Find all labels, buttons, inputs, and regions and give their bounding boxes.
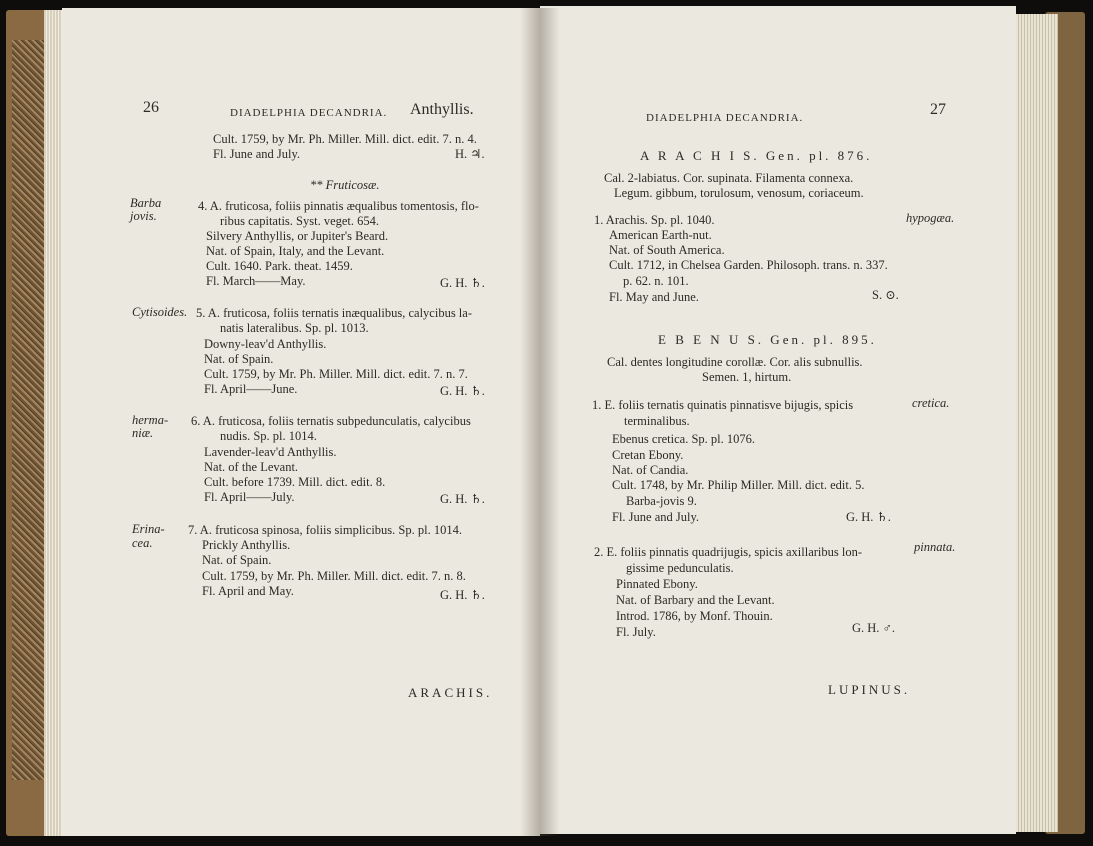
text-line: 7. A. fruticosa spinosa, foliis simplicibus. Sp. pl. 1014.: [188, 523, 462, 537]
text-line: G. H. ♂.: [852, 621, 896, 635]
text-line: Nat. of the Levant.: [204, 460, 299, 474]
text-line: G. H. ♄.: [440, 588, 485, 602]
text-line: Fl. April——July.: [204, 490, 295, 504]
margin-name: niæ.: [132, 426, 154, 440]
text-line: nudis. Sp. pl. 1014.: [220, 429, 317, 443]
text-line: Fl. May and June.: [609, 290, 699, 304]
text-line: Fl. June and July.: [213, 147, 301, 161]
text-line: Nat. of Barbary and the Levant.: [616, 593, 775, 607]
page-edges-right: [1010, 14, 1058, 832]
section-heading: ** Fruticosæ.: [310, 178, 380, 192]
text-line: 1. E. foliis ternatis quinatis pinnatisve bijugis, spicis: [592, 398, 854, 412]
left-running-head-genus: Anthyllis.: [410, 101, 474, 118]
text-line: Nat. of South America.: [609, 243, 725, 257]
text-line: G. H. ♄.: [440, 384, 485, 398]
left-page-number: 26: [143, 99, 159, 116]
text-line: ribus capitatis. Syst. veget. 654.: [220, 214, 380, 228]
text-line: G. H. ♄.: [846, 510, 891, 524]
text-line: Semen. 1, hirtum.: [702, 370, 792, 384]
text-line: Cult. 1712, in Chelsea Garden. Philosoph. trans. n. 337.: [609, 258, 888, 272]
text-line: Cult. 1759, by Mr. Ph. Miller. Mill. dict. edit. 7. n. 7.: [204, 367, 468, 381]
text-line: Cult. 1759, by Mr. Ph. Miller. Mill. dict. edit. 7. n. 4.: [213, 132, 477, 146]
margin-name: Cytisoides.: [132, 305, 188, 319]
text-line: Cult. before 1739. Mill. dict. edit. 8.: [204, 475, 386, 489]
right-running-head: DIADELPHIA DECANDRIA.: [646, 112, 804, 124]
right-page-number: 27: [930, 101, 946, 118]
margin-name: cea.: [132, 536, 153, 550]
text-line: Barba-jovis 9.: [626, 494, 697, 508]
text-line: Cult. 1759, by Mr. Ph. Miller. Mill. dict. edit. 7. n. 8.: [202, 569, 466, 583]
text-line: 4. A. fruticosa, foliis pinnatis æqualibus tomentosis, flo-: [198, 199, 479, 213]
text-line: Nat. of Spain, Italy, and the Levant.: [206, 244, 385, 258]
text-line: S. ⊙.: [872, 288, 899, 302]
margin-name: pinnata.: [914, 540, 956, 554]
text-line: Nat. of Spain.: [202, 553, 272, 567]
text-line: Fl. April——June.: [204, 382, 298, 396]
text-line: Ebenus cretica. Sp. pl. 1076.: [612, 432, 756, 446]
left-running-head: DIADELPHIA DECANDRIA.: [230, 107, 388, 119]
margin-name: herma-: [132, 413, 169, 427]
text-line: H. ♃.: [455, 147, 485, 161]
margin-name: jovis.: [130, 209, 157, 223]
genus-heading: A R A C H I S. Gen. pl. 876.: [640, 148, 873, 163]
text-line: gissime pedunculatis.: [626, 561, 734, 575]
text-line: Fl. April and May.: [202, 584, 294, 598]
text-line: Nat. of Candia.: [612, 463, 689, 477]
text-line: G. H. ♄.: [440, 276, 485, 290]
text-line: Fl. June and July.: [612, 510, 700, 524]
text-line: Cult. 1748, by Mr. Philip Miller. Mill. dict. edit. 5.: [612, 478, 865, 492]
text-line: American Earth-nut.: [609, 228, 712, 242]
text-line: 2. E. foliis pinnatis quadrijugis, spicis axillaribus lon-: [594, 545, 863, 559]
right-page: [540, 6, 1016, 834]
text-line: Cult. 1640. Park. theat. 1459.: [206, 259, 353, 273]
text-line: Cretan Ebony.: [612, 448, 684, 462]
text-line: Cal. dentes longitudine corollæ. Cor. alis subnullis.: [607, 355, 863, 369]
text-line: 6. A. fruticosa, foliis ternatis subpedunculatis, calycibus: [191, 414, 471, 428]
book-gutter: [520, 8, 560, 836]
text-line: Introd. 1786, by Monf. Thouin.: [616, 609, 773, 623]
text-line: Legum. gibbum, torulosum, venosum, coriaceum.: [614, 186, 864, 200]
text-line: 5. A. fruticosa, foliis ternatis inæqualibus, calycibus la-: [196, 306, 472, 320]
left-catchword: ARACHIS.: [408, 685, 493, 700]
text-line: Cal. 2-labiatus. Cor. supinata. Filamenta connexa.: [604, 171, 854, 185]
text-line: Lavender-leav'd Anthyllis.: [204, 445, 337, 459]
text-line: G. H. ♄.: [440, 492, 485, 506]
text-line: Downy-leav'd Anthyllis.: [204, 337, 327, 351]
margin-name: cretica.: [912, 396, 950, 410]
text-line: Nat. of Spain.: [204, 352, 274, 366]
text-line: Pinnated Ebony.: [616, 577, 698, 591]
text-line: 1. Arachis. Sp. pl. 1040.: [594, 213, 715, 227]
text-line: Fl. July.: [616, 625, 656, 639]
margin-name: Erina-: [132, 522, 165, 536]
margin-name: hypogæa.: [906, 211, 955, 225]
right-catchword: LUPINUS.: [828, 682, 911, 697]
margin-name: Barba: [130, 196, 162, 210]
text-line: Prickly Anthyllis.: [202, 538, 291, 552]
text-line: terminalibus.: [624, 414, 690, 428]
text-line: Fl. March——May.: [206, 274, 306, 288]
text-line: p. 62. n. 101.: [623, 274, 689, 288]
text-line: natis lateralibus. Sp. pl. 1013.: [220, 321, 369, 335]
text-line: Silvery Anthyllis, or Jupiter's Beard.: [206, 229, 389, 243]
genus-heading: E B E N U S. Gen. pl. 895.: [658, 332, 877, 347]
